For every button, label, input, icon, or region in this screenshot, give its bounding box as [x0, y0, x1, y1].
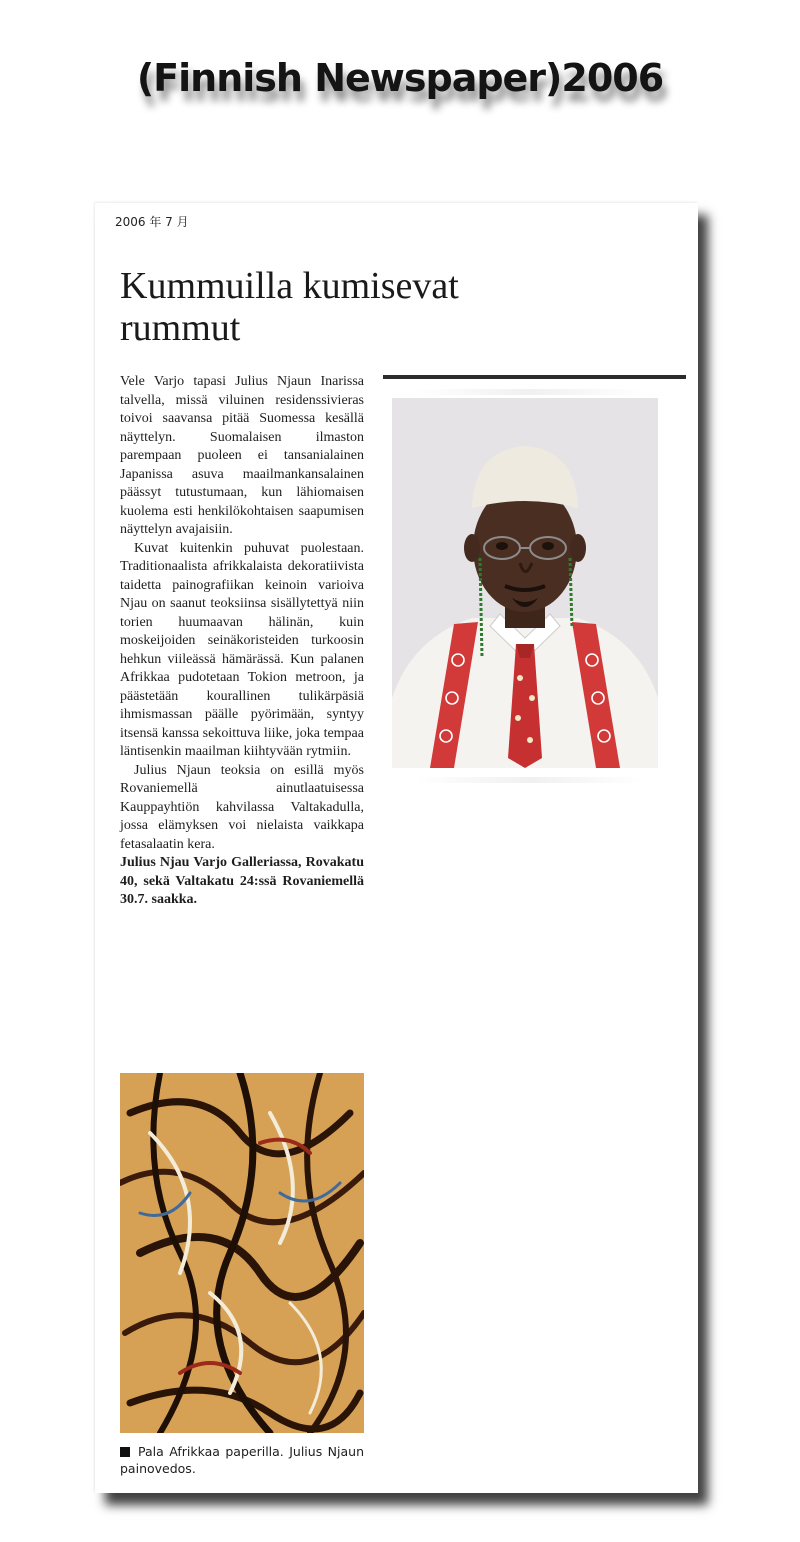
- article-paragraph: Julius Njaun teoksia on esillä myös Rovaniemellä ainutlaatuisessa Kauppayhtiön kahvilassa Valtakadulla, jossa elämyksen voi nielaista vaikkapa fetasalaatin kera.: [120, 762, 364, 852]
- page-title: (Finnish Newspaper)2006: [136, 56, 664, 100]
- artwork-caption-text: Pala Afrikkaa paperilla. Julius Njaun painovedos.: [120, 1444, 364, 1476]
- faint-caption-line: [415, 777, 645, 783]
- article-paragraph: Vele Varjo tapasi Julius Njaun Inarissa talvella, missä viluinen residenssivieras toivoi saavansa pitää Suomessa kesällä näyttelyn. Suomalaisen ilmaston parempaan puoleen ei tansanialainen Japanissa asuva maailmankansalainen päässyt tutustumaan, kun lähiomaisen kuolema esti henkilökohtaisen saapumisen näyttelyn avajaisiin.: [120, 374, 364, 537]
- article-body: [120, 373, 364, 910]
- exhibition-info: Julius Njau Varjo Galleriassa, Rovakatu 40, sekä Valtakatu 24:ssä Rovaniemellä 30.7. saakka.: [120, 855, 364, 907]
- caption-square-icon: [120, 1447, 130, 1457]
- newspaper-clipping: [95, 203, 698, 1493]
- artist-portrait-photo: [392, 398, 658, 768]
- faint-caption-line: [415, 389, 645, 395]
- article-paragraph: Kuvat kuitenkin puhuvat puolestaan. Traditionaalista afrikkalaista dekoratiivista taidetta painografiikan keinoin varioiva Njau on saanut teoksiinsa sisällytettyä niin torien huumaavan hälinän, kuin moskeijoiden seinäkoristeiden turkoosin hehkun viileässä hämärässä. Kun palanen Afrikkaa pudotetaan Tokion metroon, ja päästetään kourallinen tulikärpäsiä ihmismassan päälle pyörimään, syntyy itsensä kanssa sekoittuva liike, joka tempaa läntisenkin maailman kiihtyvään rytmiin.: [120, 540, 364, 759]
- clipping-date: 2006 年 7 月: [115, 215, 189, 229]
- artwork-print-image: [120, 1073, 364, 1433]
- article-headline: Kummuilla kumisevat rummut: [120, 265, 459, 349]
- artwork-caption: [120, 1443, 364, 1477]
- headline-rule: [383, 375, 686, 379]
